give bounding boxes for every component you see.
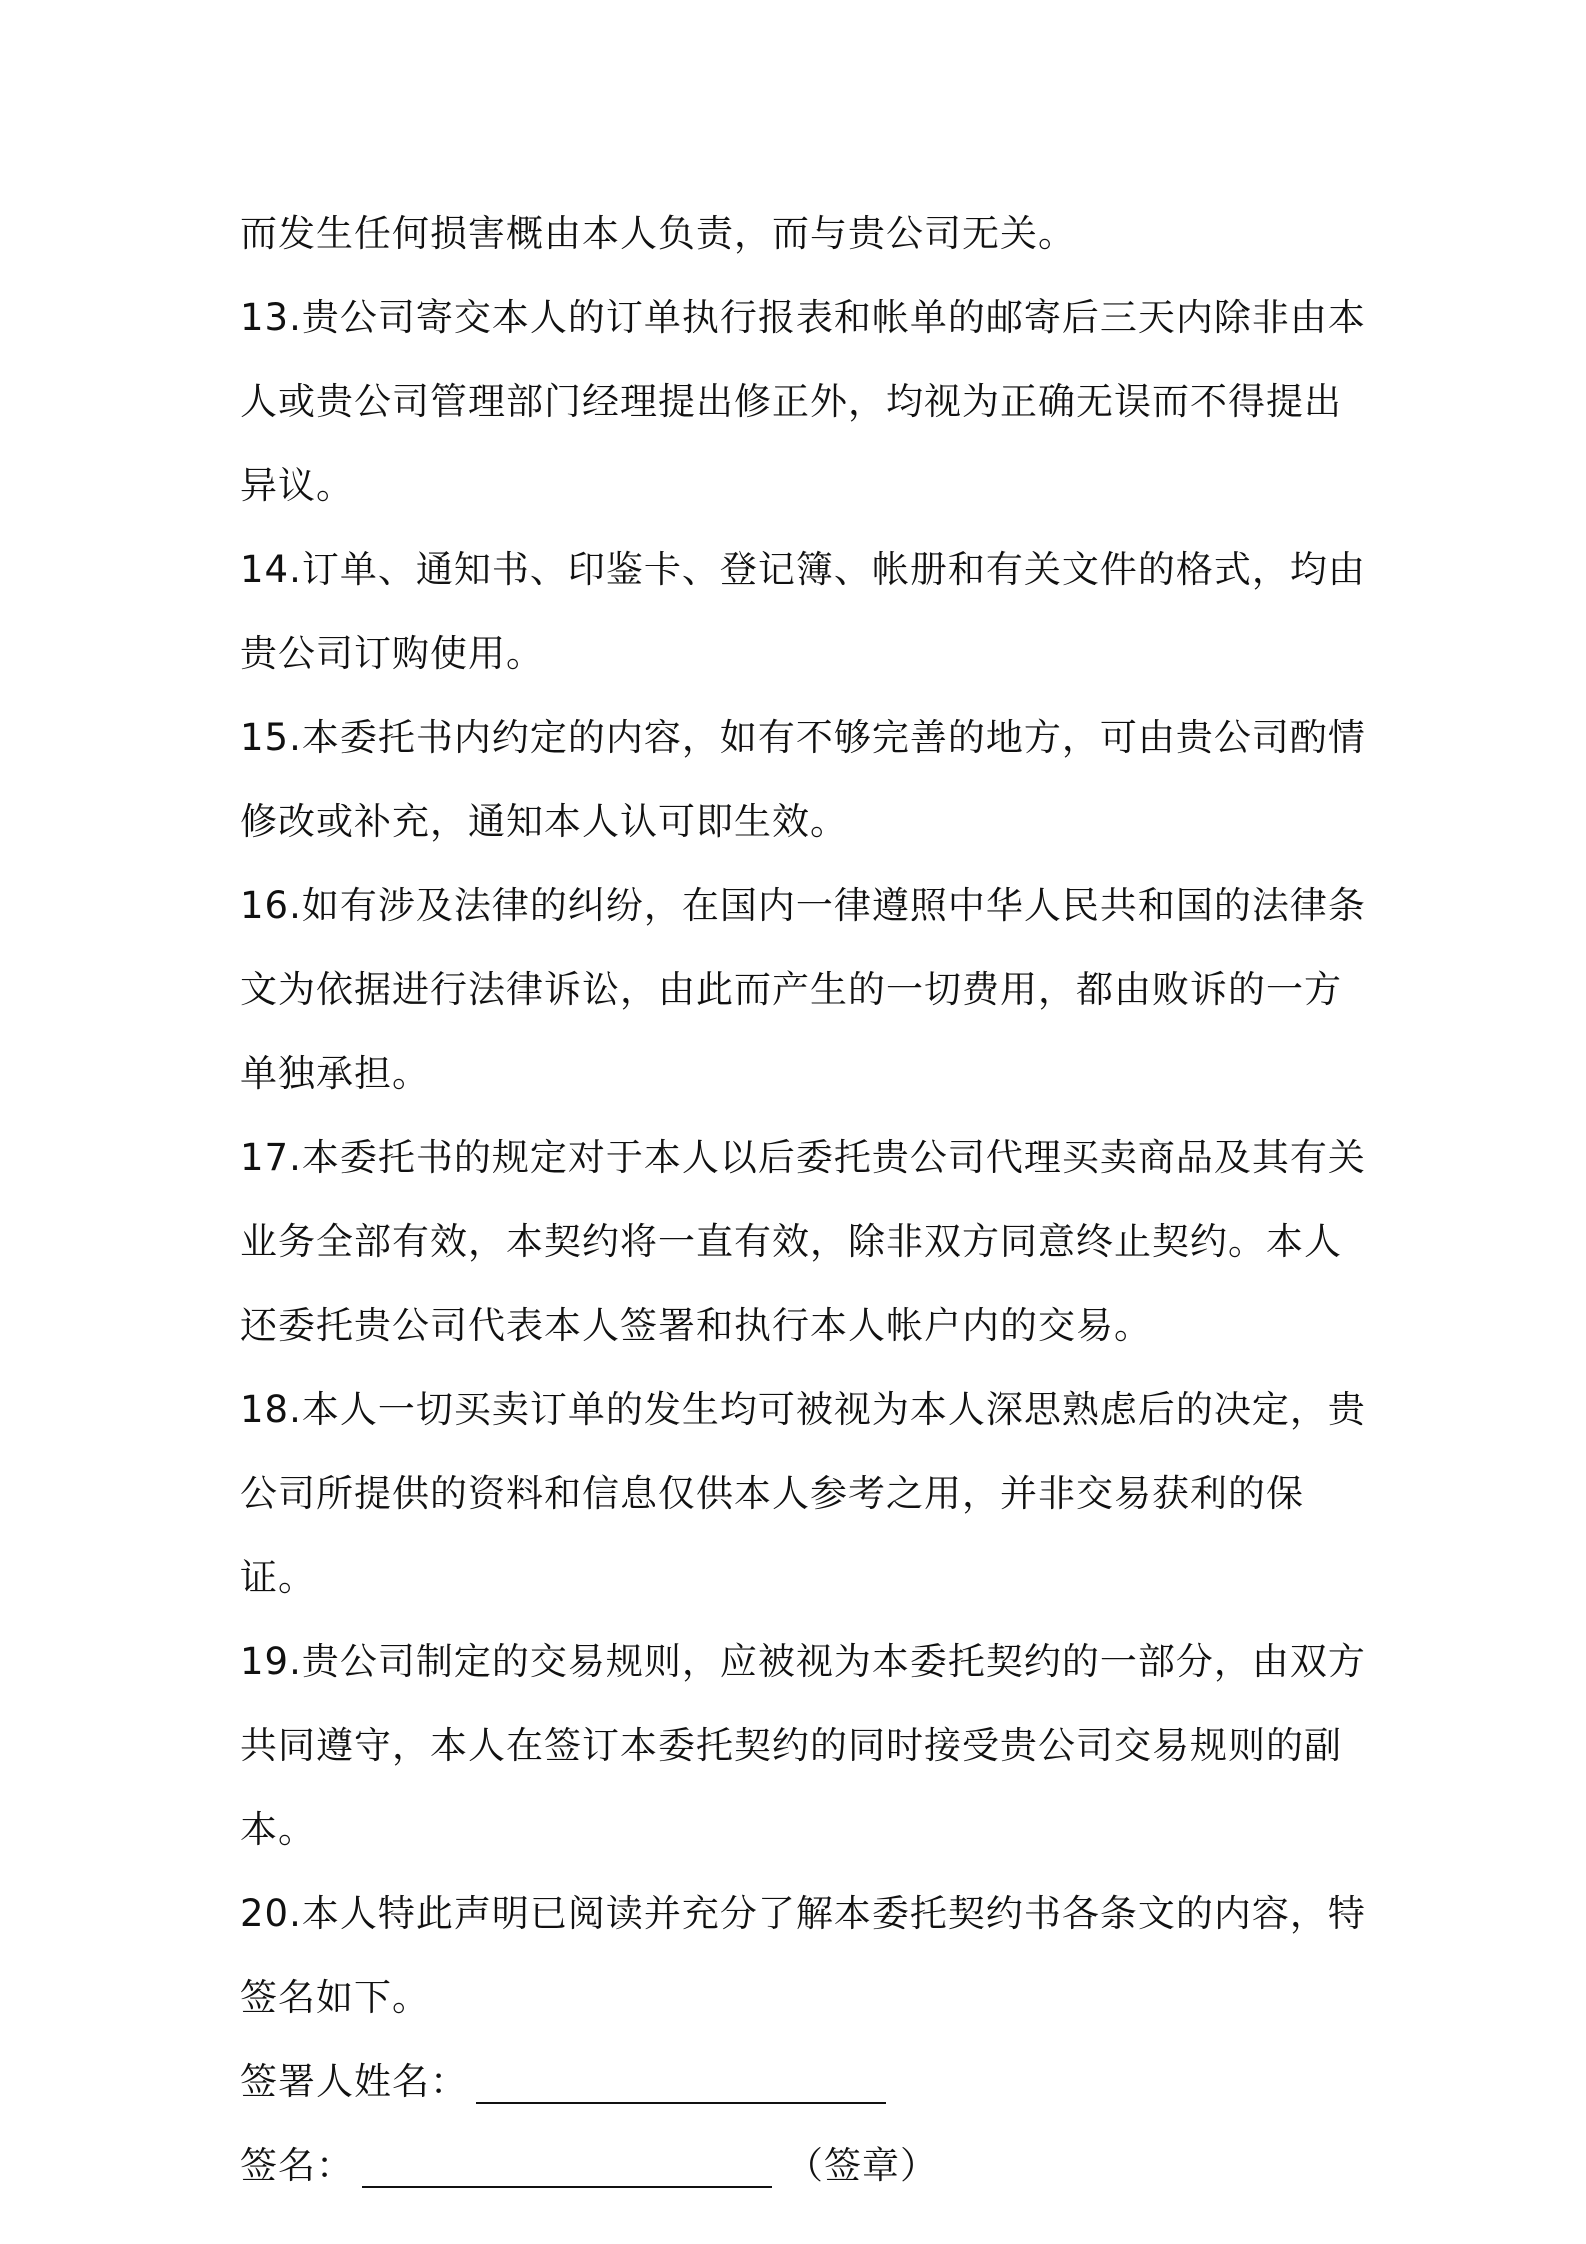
signature-label: 签名： (240, 2144, 354, 2187)
clause-13: 13.贵公司寄交本人的订单执行报表和帐单的邮寄后三天内除非由本人或贵公司管理部门经理提出修正外，均视为正确无误而不得提出异议。 (240, 296, 1366, 507)
signer-name-label: 签署人姓名： (240, 2060, 468, 2103)
clause-15: 15.本委托书内约定的内容，如有不够完善的地方，可由贵公司酌情修改或补充，通知本人认可即生效。 (240, 716, 1366, 843)
seal-note: （签章） (786, 2144, 938, 2187)
clause-18: 18.本人一切买卖订单的发生均可被视为本人深思熟虑后的决定，贵公司所提供的资料和信息仅供本人参考之用，并非交易获利的保证。 (240, 1388, 1366, 1599)
clause-14: 14.订单、通知书、印鉴卡、登记簿、帐册和有关文件的格式，均由贵公司订购使用。 (240, 548, 1366, 675)
signer-name-row (240, 2040, 1370, 2124)
clause-20: 20.本人特此声明已阅读并充分了解本委托契约书各条文的内容，特签名如下。 (240, 1892, 1366, 2019)
signer-name-line[interactable] (476, 2102, 886, 2104)
clause-19: 19.贵公司制定的交易规则，应被视为本委托契约的一部分，由双方共同遵守，本人在签订本委托契约的同时接受贵公司交易规则的副本。 (240, 1640, 1366, 1851)
signature-line[interactable] (362, 2186, 772, 2188)
paragraph-continuation: 而发生任何损害概由本人负责，而与贵公司无关。 (240, 212, 1076, 255)
signature-row (240, 2124, 1370, 2208)
clause-17: 17.本委托书的规定对于本人以后委托贵公司代理买卖商品及其有关业务全部有效，本契约将一直有效，除非双方同意终止契约。本人还委托贵公司代表本人签署和执行本人帐户内的交易。 (240, 1136, 1366, 1347)
document-body (240, 192, 1370, 2208)
clause-16: 16.如有涉及法律的纠纷，在国内一律遵照中华人民共和国的法律条文为依据进行法律诉讼，由此而产生的一切费用，都由败诉的一方单独承担。 (240, 884, 1366, 1095)
